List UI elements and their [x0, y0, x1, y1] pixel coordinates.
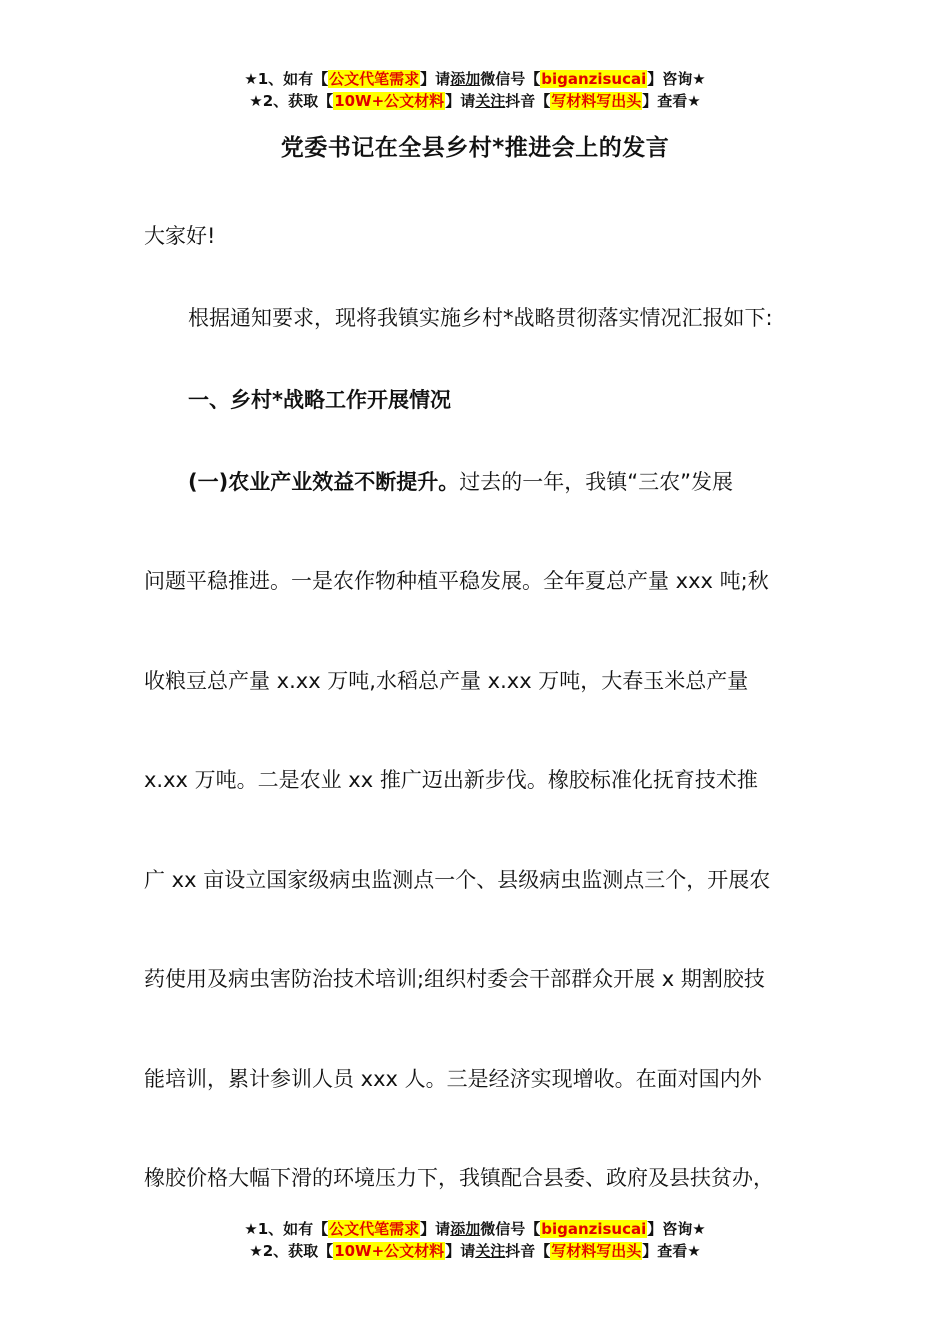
banner-text: ★2、获取【: [249, 1242, 334, 1260]
banner-line-2: [0, 90, 950, 112]
subsection-heading: (一)农业产业效益不断提升。: [188, 470, 460, 494]
body-line: 问题平稳推进。一是农作物种植平稳发展。全年夏总产量 xxx 吨;秋: [144, 569, 769, 593]
greeting: 大家好!: [144, 224, 216, 248]
banner-text: 微信号【: [480, 70, 541, 88]
banner-text: ★1、如有【: [244, 1220, 329, 1238]
banner-line-1: [0, 1218, 950, 1240]
banner-highlight: 10W+公文材料: [334, 1242, 445, 1260]
section-heading: 一、乡村*战略工作开展情况: [188, 388, 451, 412]
footer-banner: [0, 1218, 950, 1262]
banner-text: 】查看★: [642, 92, 701, 110]
document-title: 党委书记在全县乡村*推进会上的发言: [280, 135, 670, 161]
intro-paragraph: 根据通知要求，现将我镇实施乡村*战略贯彻落实情况汇报如下:: [188, 306, 773, 330]
banner-highlight: 公文代笔需求: [329, 70, 420, 88]
banner-underline: 添加: [450, 70, 481, 88]
banner-line-1: [0, 68, 950, 90]
banner-text: 】查看★: [642, 1242, 701, 1260]
body-line: 橡胶价格大幅下滑的环境压力下，我镇配合县委、政府及县扶贫办，: [144, 1166, 774, 1190]
banner-highlight: 写材料写出头: [551, 92, 642, 110]
banner-underline: 添加: [450, 1220, 481, 1238]
banner-text: 】请: [445, 92, 476, 110]
banner-text: 】请: [420, 1220, 451, 1238]
body-line: 广 xx 亩设立国家级病虫监测点一个、县级病虫监测点三个，开展农: [144, 868, 771, 892]
banner-text: ★2、获取【: [249, 92, 334, 110]
banner-highlight: biganzisucai: [541, 1220, 647, 1238]
banner-highlight: 写材料写出头: [551, 1242, 642, 1260]
banner-underline: 关注: [475, 92, 506, 110]
banner-text: 】咨询★: [647, 1220, 706, 1238]
body-line: 收粮豆总产量 x.xx 万吨,水稻总产量 x.xx 万吨，大春玉米总产量: [144, 669, 749, 693]
body-line: 能培训，累计参训人员 xxx 人。三是经济实现增收。在面对国内外: [144, 1067, 762, 1091]
body-text: 过去的一年，我镇“三农”发展: [459, 470, 733, 494]
header-banner: [0, 68, 950, 112]
banner-text: 】请: [420, 70, 451, 88]
banner-text: 微信号【: [480, 1220, 541, 1238]
body-line: x.xx 万吨。二是农业 xx 推广迈出新步伐。橡胶标准化抚育技术推: [144, 768, 758, 792]
banner-highlight: biganzisucai: [541, 70, 647, 88]
banner-text: ★1、如有【: [244, 70, 329, 88]
banner-underline: 关注: [475, 1242, 506, 1260]
banner-highlight: 10W+公文材料: [334, 92, 445, 110]
banner-line-2: [0, 1240, 950, 1262]
banner-text: 抖音【: [505, 1242, 551, 1260]
body-line: [188, 467, 868, 497]
banner-text: 】请: [445, 1242, 476, 1260]
body-line: 药使用及病虫害防治技术培训;组织村委会干部群众开展 x 期割胶技: [144, 967, 765, 991]
banner-text: 】咨询★: [647, 70, 706, 88]
banner-text: 抖音【: [505, 92, 551, 110]
banner-highlight: 公文代笔需求: [329, 1220, 420, 1238]
